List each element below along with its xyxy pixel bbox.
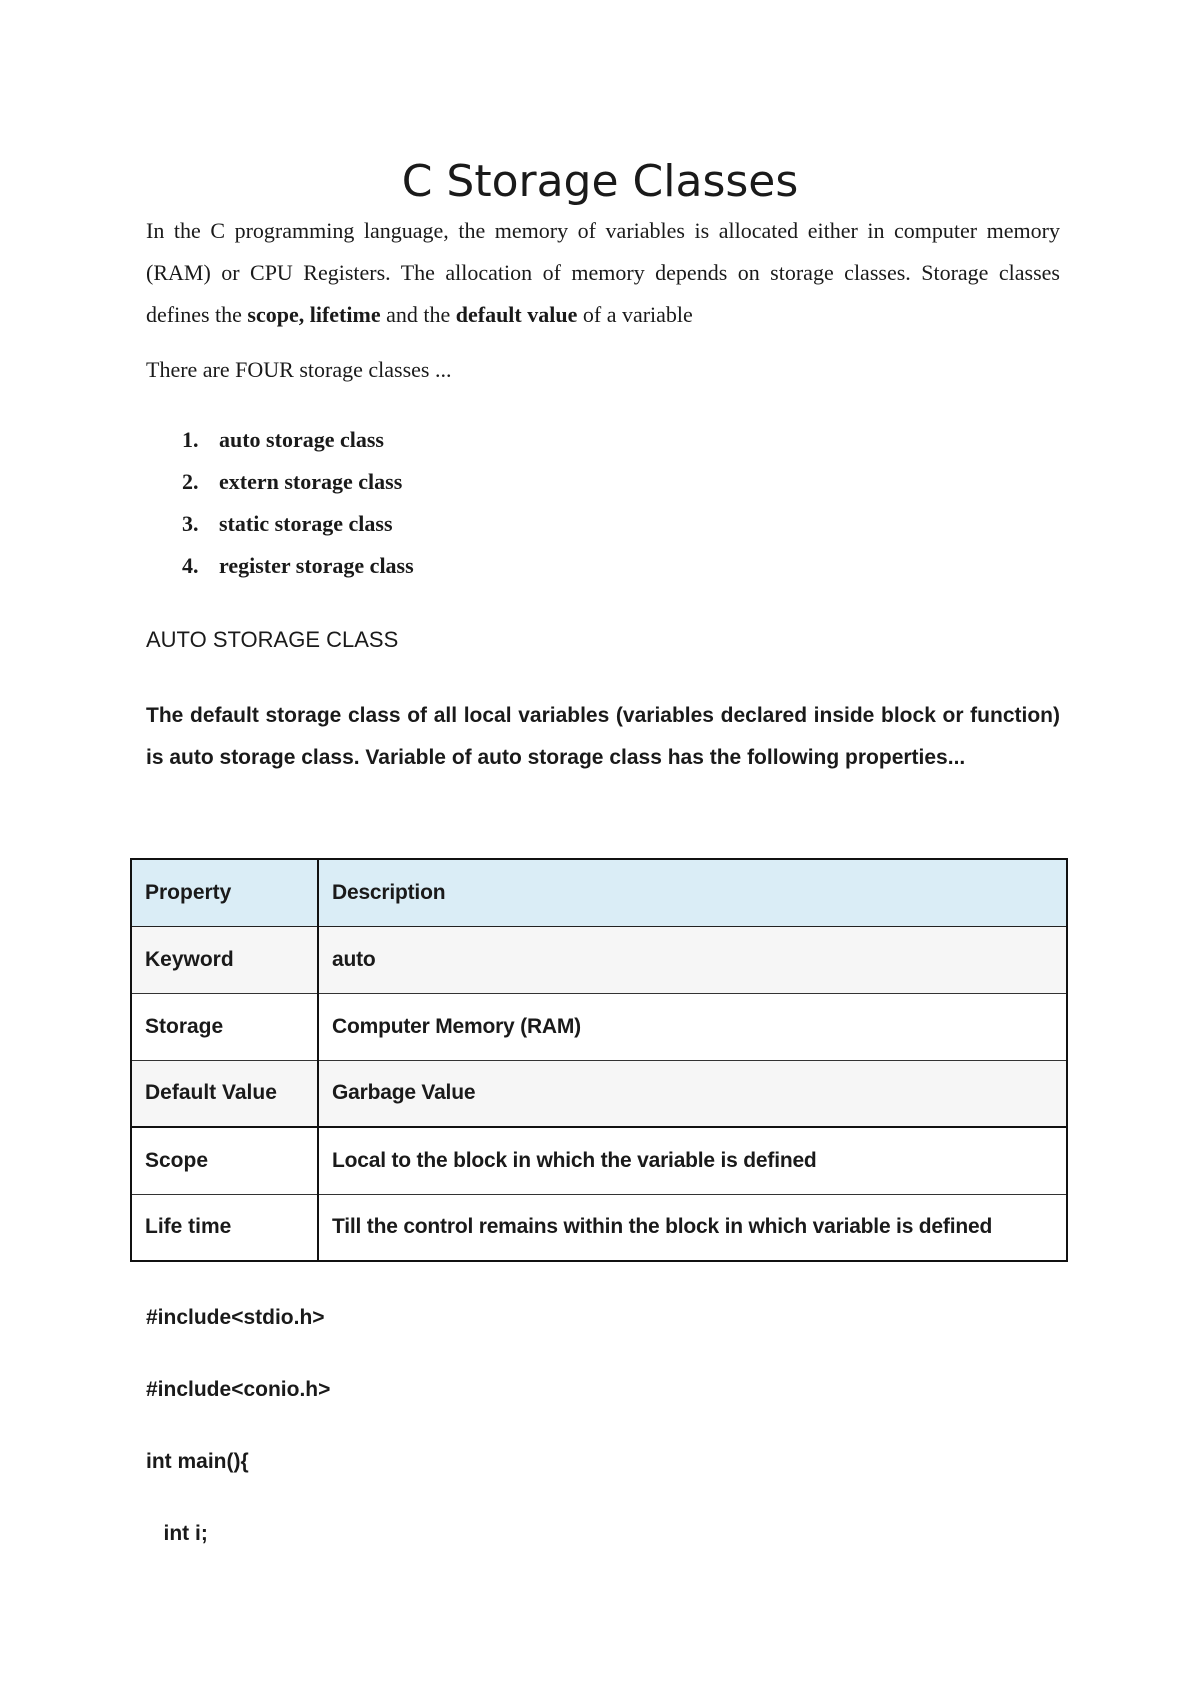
table-row	[131, 1127, 1067, 1194]
column-header-description: Description	[332, 880, 446, 904]
intro-text-end: of a variable	[577, 302, 693, 327]
list-item	[146, 545, 414, 587]
table-row	[131, 926, 1067, 993]
table-cell-description: auto	[332, 947, 376, 971]
table-row	[131, 1060, 1067, 1127]
table-cell-property: Life time	[131, 1194, 318, 1261]
list-item-number: 4.	[182, 553, 199, 578]
list-item	[146, 503, 414, 545]
table-cell-description: Computer Memory (RAM)	[332, 1014, 581, 1038]
column-header-property: Property	[131, 859, 318, 926]
table-cell-property: Default Value	[131, 1060, 318, 1127]
list-item-label: auto storage class	[219, 427, 384, 452]
table-cell-description: Till the control remains within the block in which variable is defined	[332, 1215, 993, 1239]
table-header-row	[131, 859, 1067, 926]
intro-lifetime: lifetime	[309, 302, 381, 327]
code-snippet	[146, 1300, 330, 1588]
table-cell-property: Scope	[131, 1127, 318, 1194]
intro-comma: ,	[298, 302, 310, 327]
storage-class-list	[146, 419, 414, 587]
list-item-number: 3.	[182, 511, 199, 536]
table-cell-property: Keyword	[131, 926, 318, 993]
intro-scope: scope	[247, 302, 299, 327]
auto-section-paragraph: The default storage class of all local variables (variables declared inside block or function) is auto storage class. Variable of auto storage class has the following properties...	[146, 704, 1060, 769]
intro-and-the: and the	[380, 302, 456, 327]
properties-table	[130, 858, 1068, 1262]
section-heading-auto: AUTO STORAGE CLASS	[146, 627, 399, 652]
list-item-label: static storage class	[219, 511, 393, 536]
code-line: #include<stdio.h>	[146, 1306, 325, 1329]
list-item-number: 1.	[182, 427, 199, 452]
table-row	[131, 993, 1067, 1060]
intro-default-value: default value	[455, 302, 578, 327]
table-cell-description: Local to the block in which the variable is defined	[332, 1148, 817, 1172]
code-line: #include<conio.h>	[146, 1378, 331, 1401]
list-item-label: extern storage class	[219, 469, 403, 494]
table-cell-property: Storage	[131, 993, 318, 1060]
table-cell-description: Garbage Value	[332, 1081, 476, 1105]
four-classes-line: There are FOUR storage classes ...	[146, 357, 452, 382]
list-item-number: 2.	[182, 469, 199, 494]
code-line: int i;	[146, 1522, 208, 1545]
list-item	[146, 461, 414, 503]
intro-paragraph	[146, 210, 1060, 336]
intro-text-part1: In the C programming language, the memory of variables is allocated either in computer memory (RAM) or CPU Registers. The allocation of memory depends on storage classes. Storage classes defines the	[146, 218, 1060, 327]
list-item	[146, 419, 414, 461]
page-title: C Storage Classes	[401, 156, 799, 207]
table-row	[131, 1194, 1067, 1261]
code-line: int main(){	[146, 1450, 249, 1473]
list-item-label: register storage class	[219, 553, 414, 578]
